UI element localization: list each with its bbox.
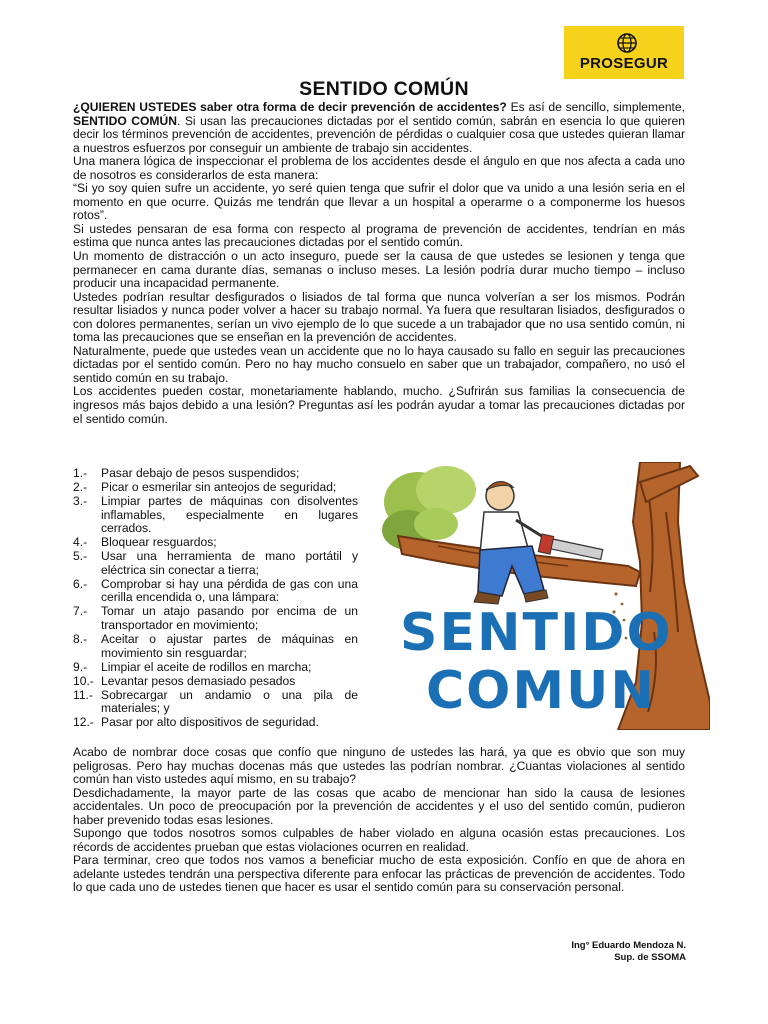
list-item-text: Aceitar o ajustar partes de máquinas en movimiento sin resguardar; [101,632,358,660]
prosegur-logo [564,26,684,79]
list-item-number: 1.- [73,466,88,480]
sentido-comun-illustration [378,462,710,730]
list-item [73,481,358,495]
list-item-text: Picar o esmerilar sin anteojos de seguridad; [101,480,337,495]
list-item-number: 10.- [73,673,94,688]
list-item-number: 5.- [73,549,88,564]
paragraph: Naturalmente, puede que ustedes vean un accidente que no lo haya causado su fallo en seguir las precauciones dictadas por el sentido común. Pero no hay mucho consuelo en saber que un trabajador, compañero, no usó el sentido común en su trabajo. [73,343,685,385]
list-item [73,550,358,577]
list-item [73,467,358,481]
illustration-title-line1: SENTIDO [400,603,673,663]
page-title: SENTIDO COMÚN [299,78,469,100]
hazard-list [73,467,358,730]
list-item-number: 2.- [73,480,88,495]
list-item [73,605,358,632]
man-sawing-icon [474,481,603,604]
paragraph: Ustedes podrían resultar desfigurados o lisiados de tal forma que nunca volverían a ser los mismos. Podrán resultar lisiados y nunca poder volver a hacer su trabajo normal. Ya fuera que resultaran lisiados, desfigurados o con dolores permanentes, serían un vivo ejemplo de lo que sucede a un trabajador que no usa sentido común, ni toma las precauciones que se enseñan en la prevención de accidentes. [73,289,685,345]
list-item [73,661,358,675]
list-item-text: Bloquear resguardos; [101,535,217,550]
list-item [73,675,358,689]
list-item [73,633,358,660]
list-item-text: Pasar debajo de pesos suspendidos; [101,466,300,480]
list-item-text: Comprobar si hay una pérdida de gas con una cerilla encendida o, una lámpara: [101,576,358,605]
list-item-text: Limpiar el aceite de rodillos en marcha; [101,659,312,674]
list-item-text: Sobrecargar un andamio o una pila de materiales; y [101,687,358,716]
list-item [73,495,358,536]
list-item [73,716,358,730]
paragraph: Una manera lógica de inspeccionar el problema de los accidentes desde el ángulo en que nos afecta a cada uno de nosotros es considerarlos de esta manera: [73,154,685,182]
list-item [73,578,358,605]
list-item-text: Levantar pesos demasiado pesados [101,673,296,688]
list-item [73,536,358,550]
list-item-text: Pasar por alto dispositivos de seguridad. [101,715,319,730]
paragraph: Un momento de distracción o un acto inseguro, puede ser la causa de que ustedes se lesionen y tenga que permanecer en cama durante días, semanas o incluso meses. La lesión podría durar mucho tiempo – incluso producir una incapacidad permanente. [73,249,685,291]
closing-paragraph: Desdichadamente, la mayor parte de las cosas que acabo de mencionar han sido la causa de lesiones accidentales. Un poco de preocupación por la prevención de accidentes y el uso del sentido común, pudieron haber prevenido todas esas lesiones. [73,785,685,827]
closing-paragraph: Acabo de nombrar doce cosas que confío que ninguno de ustedes las hará, ya que es obvio que son muy peligrosas. Pero hay muchas docenas más que ustedes las podrían nombrar. ¿Cuantas violaciones al sentido común han visto ustedes aquí mismo, en su trabajo? [73,745,685,787]
closing-paragraph: Supongo que todos nosotros somos culpables de haber violado en alguna ocasión estas precauciones. Los récords de accidentes prueban que estas violaciones ocurren en realidad. [73,826,685,854]
paragraph: Si ustedes pensaran de esa forma con respecto al programa de prevención de accidentes, tendrían en más estima que nunca antes las precauciones dictadas por el sentido común. [73,221,685,250]
body-text [73,101,685,426]
list-item-number: 3.- [73,494,88,509]
list-item-number: 11.- [73,687,93,702]
list-item-text: Limpiar partes de máquinas con disolventes inflamables, especialmente en lugares cerrados. [101,494,358,536]
illustration-title-line2: COMUN [426,661,656,721]
list-item-number: 7.- [73,604,88,619]
leaves-icon [382,466,476,550]
logo-brand-text: PROSEGUR [579,55,669,72]
signature-name: Ing° Eduardo Mendoza N. [571,940,686,951]
signature-block [450,940,686,963]
closing-paragraph: Para terminar, creo que todos nos vamos a beneficiar mucho de esta exposición. Confío en que de ahora en adelante ustedes tendrán una perspectiva diferente para enfocar las prácticas de prevención de accidentes. Todo lo que cada uno de ustedes tienen que hacer es usar el sentido común para su conservación personal. [73,853,685,895]
closing-text [73,746,685,895]
intro-part1: Es así de sencillo, simplemente, [506,100,685,114]
globe-icon [616,32,638,54]
signature-role: Sup. de SSOMA [614,951,686,963]
paragraph: “Si yo soy quien sufre un accidente, yo seré quien tenga que sufrir el dolor que va unido a una lesión seria en el momento en que ocurre. Quizás me tendrán que llevar a un hospital a operarme o a componerme los huesos rotos”. [73,181,685,223]
intro-lead: ¿QUIEREN USTEDES saber otra forma de decir prevención de accidentes? [73,100,507,114]
list-item-number: 12.- [73,715,94,730]
list-item-number: 4.- [73,535,88,550]
list-item-number: 8.- [73,632,88,647]
intro-paragraph [73,101,685,155]
list-item-text: Tomar un atajo pasando por encima de un transportador en movimiento; [101,604,358,633]
paragraph: Los accidentes pueden costar, monetariamente hablando, mucho. ¿Sufrirán sus familias la consecuencia de ingresos más bajos debido a una lesión? Preguntas así les podrán ayudar a tomar las precauciones dictadas por el sentido común. [73,384,685,426]
list-item [73,689,358,716]
intro-part2: . Si usan las precauciones dictadas por el sentido común, sabrán en esencia lo que quieren decir los términos prevención de accidentes, prevención de pérdidas o cualquier cosa que ustedes quieran llamar a nuestros esfuerzos por conseguir un ambiente de trabajo sin accidentes. [73,113,686,155]
list-item-number: 9.- [73,659,88,674]
list-item-number: 6.- [73,576,88,591]
list-item-text: Usar una herramienta de mano portátil y eléctrica sin conectar a tierra; [101,549,358,577]
intro-bold2: SENTIDO COMÚN [73,113,177,128]
